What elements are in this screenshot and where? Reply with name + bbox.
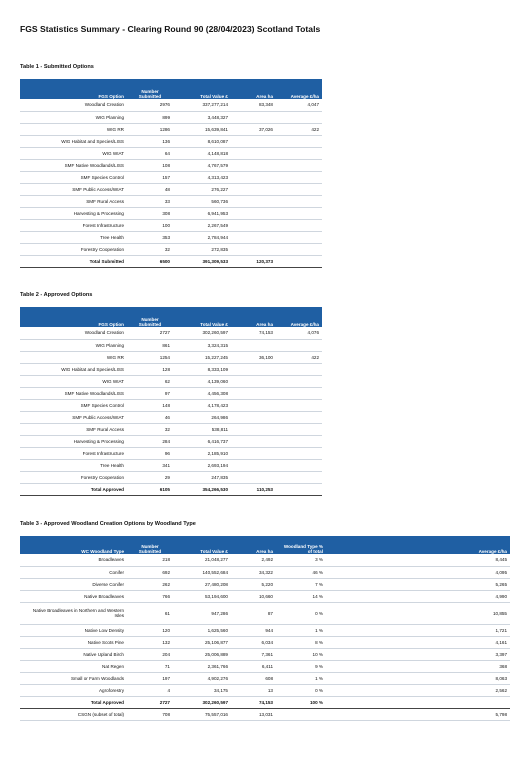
- table-cell: 341: [127, 459, 173, 471]
- woodland-type-table: [20, 536, 510, 721]
- table-cell: [276, 411, 322, 423]
- column-header: Area ha: [231, 79, 276, 99]
- table-cell: 1 %: [276, 672, 326, 684]
- table-cell: [276, 447, 322, 459]
- table-row: [20, 423, 322, 435]
- table-cell: 37,026: [231, 123, 276, 135]
- header-row: [20, 79, 322, 99]
- table-cell: 692: [127, 566, 173, 578]
- table-cell: 944: [231, 624, 276, 636]
- table-cell: 4,161: [326, 636, 510, 648]
- table-cell: 32: [127, 423, 173, 435]
- table-cell: 4,095: [326, 566, 510, 578]
- table-cell: [231, 435, 276, 447]
- table-row: [20, 375, 322, 387]
- table-cell: 96: [127, 447, 173, 459]
- table-row: [20, 135, 322, 147]
- row-label: CSGN (subset of total): [20, 708, 127, 720]
- table-cell: 538,811: [173, 423, 231, 435]
- table-cell: [231, 171, 276, 183]
- table-cell: 8,445: [326, 554, 510, 566]
- table-cell: 25,106,877: [173, 636, 231, 648]
- column-header: Number Submitted: [127, 307, 173, 327]
- row-label: Broadleaves: [20, 554, 127, 566]
- table-row: [20, 363, 322, 375]
- row-label: SMF Rural Access: [20, 195, 127, 207]
- table-cell: 2,267,549: [173, 219, 231, 231]
- table-cell: 947,286: [173, 602, 231, 624]
- table-cell: 8,063: [326, 672, 510, 684]
- table-cell: 7 %: [276, 578, 326, 590]
- row-label: Nat Regen: [20, 660, 127, 672]
- table-cell: 64: [127, 147, 173, 159]
- table-cell: 302,260,597: [173, 696, 231, 708]
- column-header: Average £/ha: [276, 79, 322, 99]
- table-cell: 15,639,841: [173, 123, 231, 135]
- table-cell: 354,266,530: [173, 483, 231, 495]
- table-cell: 3,324,315: [173, 339, 231, 351]
- table-cell: [231, 399, 276, 411]
- row-label: SMF Public Access/WIAT: [20, 411, 127, 423]
- table-cell: 32: [127, 243, 173, 255]
- row-label: WIG RR: [20, 351, 127, 363]
- table-row: [20, 447, 322, 459]
- table-cell: 34,322: [231, 566, 276, 578]
- table-cell: 4: [127, 684, 173, 696]
- table-cell: 8,610,087: [173, 135, 231, 147]
- table-row: [20, 111, 322, 123]
- table-row: [20, 171, 322, 183]
- table-cell: [326, 696, 510, 708]
- table-row: [20, 471, 322, 483]
- row-label: Woodland Creation: [20, 327, 127, 339]
- table-cell: 276,227: [173, 183, 231, 195]
- table-cell: 120: [127, 624, 173, 636]
- table-row: [20, 636, 510, 648]
- table-cell: 204: [127, 648, 173, 660]
- table-cell: 74,153: [231, 696, 276, 708]
- row-label: WIG Habitat and Species/LISS: [20, 363, 127, 375]
- column-header: FGS Option: [20, 307, 127, 327]
- table-cell: 2,361,766: [173, 660, 231, 672]
- table-cell: 36,100: [231, 351, 276, 363]
- row-label: SMF Species Control: [20, 399, 127, 411]
- column-header: Average £/ha: [276, 307, 322, 327]
- table-cell: 13: [231, 684, 276, 696]
- table-cell: 100: [127, 219, 173, 231]
- table-cell: 2,693,194: [173, 459, 231, 471]
- table-row: [20, 578, 510, 590]
- table-cell: [276, 423, 322, 435]
- table-row: [20, 554, 510, 566]
- table-row: [20, 327, 322, 339]
- table-cell: 0 %: [276, 602, 326, 624]
- table-cell: [276, 243, 322, 255]
- row-label: Native Scots Pine: [20, 636, 127, 648]
- column-header: Number Submitted: [127, 79, 173, 99]
- table-cell: [276, 708, 326, 720]
- table-cell: 3 %: [276, 554, 326, 566]
- table-cell: 6,941,953: [173, 207, 231, 219]
- row-label: SMF Public Access/WIAT: [20, 183, 127, 195]
- row-label: SMF Species Control: [20, 171, 127, 183]
- row-label: Agroforestry: [20, 684, 127, 696]
- table-row: [20, 672, 510, 684]
- table-row: [20, 459, 322, 471]
- table-cell: 74,153: [231, 327, 276, 339]
- table-cell: 2,492: [231, 554, 276, 566]
- table-cell: 4,990: [326, 590, 510, 602]
- table-cell: 48: [127, 183, 173, 195]
- table-cell: [276, 387, 322, 399]
- table-cell: 13,031: [231, 708, 276, 720]
- table-cell: 1254: [127, 351, 173, 363]
- table-cell: 2727: [127, 696, 173, 708]
- table-cell: 2,562: [326, 684, 510, 696]
- total-row: [20, 483, 322, 495]
- table-cell: 2727: [127, 327, 173, 339]
- row-label: Tree Health: [20, 459, 127, 471]
- table-cell: 337,277,214: [173, 99, 231, 111]
- column-header: Total Value £: [173, 307, 231, 327]
- table-cell: 148: [127, 399, 173, 411]
- table-row: [20, 231, 322, 243]
- table-cell: 34,175: [173, 684, 231, 696]
- table-cell: 422: [276, 123, 322, 135]
- table-row: [20, 624, 510, 636]
- row-label: WIG Planning: [20, 339, 127, 351]
- table-row: [20, 183, 322, 195]
- row-label: Forestry Cooperation: [20, 243, 127, 255]
- row-label: Total Approved: [20, 483, 127, 495]
- total-row: [20, 255, 322, 267]
- table-cell: 4,902,276: [173, 672, 231, 684]
- column-header: Woodland Type % of total: [276, 536, 326, 554]
- table-cell: 6,416,737: [173, 435, 231, 447]
- table-cell: 61: [127, 602, 173, 624]
- column-header: Average £/ha: [326, 536, 510, 554]
- table-cell: 110,253: [231, 483, 276, 495]
- table-cell: 6,034: [231, 636, 276, 648]
- table-cell: [231, 339, 276, 351]
- table-cell: 10,660: [231, 590, 276, 602]
- table-row: [20, 566, 510, 578]
- table-cell: 9 %: [276, 660, 326, 672]
- table-cell: 53,194,600: [173, 590, 231, 602]
- table-cell: 97: [127, 387, 173, 399]
- table-cell: [231, 375, 276, 387]
- table-row: [20, 708, 510, 720]
- table-cell: 247,835: [173, 471, 231, 483]
- table-cell: 560,736: [173, 195, 231, 207]
- column-header: WC Woodland Type: [20, 536, 127, 554]
- table-cell: 71: [127, 660, 173, 672]
- row-label: WIG WIAT: [20, 147, 127, 159]
- table2-caption: Table 2 - Approved Options: [20, 292, 93, 298]
- row-label: Conifer: [20, 566, 127, 578]
- table-cell: 120,373: [231, 255, 276, 267]
- table-row: [20, 387, 322, 399]
- table-cell: 4,456,308: [173, 387, 231, 399]
- table-cell: 5,220: [231, 578, 276, 590]
- table-cell: 2,185,910: [173, 447, 231, 459]
- table-row: [20, 339, 322, 351]
- table-cell: 29: [127, 471, 173, 483]
- table-cell: 10,855: [326, 602, 510, 624]
- row-label: Small or Farm Woodlands: [20, 672, 127, 684]
- table-cell: 708: [127, 708, 173, 720]
- column-header: FGS Option: [20, 79, 127, 99]
- table-cell: 272,835: [173, 243, 231, 255]
- table-cell: 3,397: [326, 648, 510, 660]
- table-cell: 1 %: [276, 624, 326, 636]
- table-cell: [276, 195, 322, 207]
- table-row: [20, 684, 510, 696]
- table-cell: [231, 423, 276, 435]
- table-cell: 46 %: [276, 566, 326, 578]
- row-label: Total Submitted: [20, 255, 127, 267]
- table-cell: [276, 111, 322, 123]
- table-cell: [276, 255, 322, 267]
- table-cell: [276, 231, 322, 243]
- row-label: Forestry Cooperation: [20, 471, 127, 483]
- page-title: FGS Statistics Summary - Clearing Round 90 (28/04/2023) Scotland Totals: [20, 24, 321, 34]
- table-cell: 8,333,109: [173, 363, 231, 375]
- table-cell: 6105: [127, 483, 173, 495]
- table-cell: [276, 147, 322, 159]
- table-cell: [231, 135, 276, 147]
- table-cell: 1286: [127, 123, 173, 135]
- table-cell: [231, 183, 276, 195]
- table-cell: [231, 243, 276, 255]
- table-cell: 7,361: [231, 648, 276, 660]
- row-label: Total Approved: [20, 696, 127, 708]
- table-cell: [276, 471, 322, 483]
- row-label: Diverse Conifer: [20, 578, 127, 590]
- table-row: [20, 159, 322, 171]
- table-row: [20, 648, 510, 660]
- table-cell: 33: [127, 195, 173, 207]
- table-cell: 87: [231, 602, 276, 624]
- table-cell: [231, 231, 276, 243]
- table-cell: 0 %: [276, 684, 326, 696]
- table-cell: [276, 375, 322, 387]
- table-cell: [276, 483, 322, 495]
- table-cell: 391,309,533: [173, 255, 231, 267]
- table-cell: 5,265: [326, 578, 510, 590]
- table-cell: 83,348: [231, 99, 276, 111]
- table-cell: [231, 363, 276, 375]
- table-row: [20, 590, 510, 602]
- table-cell: [276, 219, 322, 231]
- header-row: [20, 307, 322, 327]
- table-cell: 14 %: [276, 590, 326, 602]
- table-cell: [276, 207, 322, 219]
- table-row: [20, 219, 322, 231]
- table-cell: [276, 171, 322, 183]
- table-row: [20, 99, 322, 111]
- table-row: [20, 243, 322, 255]
- table-row: [20, 660, 510, 672]
- total-row: [20, 696, 510, 708]
- table-cell: 100 %: [276, 696, 326, 708]
- table-cell: 10 %: [276, 648, 326, 660]
- row-label: WIG WIAT: [20, 375, 127, 387]
- row-label: Native Broadleaves in Northern and Western Isles: [20, 602, 127, 624]
- table-cell: 3,448,327: [173, 111, 231, 123]
- table-cell: [276, 435, 322, 447]
- table-cell: 132: [127, 636, 173, 648]
- table-cell: 140,552,684: [173, 566, 231, 578]
- table-row: [20, 207, 322, 219]
- table-cell: 157: [127, 171, 173, 183]
- table-cell: 262: [127, 578, 173, 590]
- table-row: [20, 435, 322, 447]
- row-label: WIG Planning: [20, 111, 127, 123]
- table-cell: 218: [127, 554, 173, 566]
- table-cell: 197: [127, 672, 173, 684]
- table-cell: 5,798: [326, 708, 510, 720]
- table-cell: 422: [276, 351, 322, 363]
- table-cell: 128: [127, 363, 173, 375]
- table-cell: [231, 387, 276, 399]
- row-label: Forest Infrastructure: [20, 219, 127, 231]
- table-cell: 1,721: [326, 624, 510, 636]
- submitted-options-table: [20, 79, 322, 268]
- table-cell: 608: [231, 672, 276, 684]
- table-cell: 4,148,818: [173, 147, 231, 159]
- table-cell: [276, 135, 322, 147]
- table-row: [20, 399, 322, 411]
- table-cell: 284: [127, 435, 173, 447]
- table-cell: 4,178,423: [173, 399, 231, 411]
- table-cell: [231, 159, 276, 171]
- table-cell: 2,784,944: [173, 231, 231, 243]
- table-cell: 75,557,016: [173, 708, 231, 720]
- table-cell: 302,260,597: [173, 327, 231, 339]
- row-label: Native Low Density: [20, 624, 127, 636]
- table-cell: [231, 459, 276, 471]
- table-cell: 861: [127, 339, 173, 351]
- table-cell: 4,313,423: [173, 171, 231, 183]
- table-cell: [231, 111, 276, 123]
- table-cell: [276, 183, 322, 195]
- column-header: Area ha: [231, 307, 276, 327]
- table-cell: 6,411: [231, 660, 276, 672]
- table-row: [20, 351, 322, 363]
- table-cell: [231, 195, 276, 207]
- table-cell: 21,048,277: [173, 554, 231, 566]
- approved-options-table: [20, 307, 322, 496]
- table-cell: [276, 459, 322, 471]
- row-label: Woodland Creation: [20, 99, 127, 111]
- table-cell: 108: [127, 159, 173, 171]
- table-cell: 264,986: [173, 411, 231, 423]
- column-header: Area ha: [231, 536, 276, 554]
- table-cell: [231, 471, 276, 483]
- table-cell: 4,767,579: [173, 159, 231, 171]
- column-header: Number Submitted: [127, 536, 173, 554]
- table-cell: 46: [127, 411, 173, 423]
- row-label: SMF Native Woodlands/LISS: [20, 387, 127, 399]
- table-row: [20, 123, 322, 135]
- table-cell: 4,047: [276, 99, 322, 111]
- table-row: [20, 602, 510, 624]
- table-cell: [276, 339, 322, 351]
- table-cell: 353: [127, 231, 173, 243]
- row-label: WIG Habitat and Species/LISS: [20, 135, 127, 147]
- table-row: [20, 195, 322, 207]
- table-cell: 368: [326, 660, 510, 672]
- table-cell: [231, 207, 276, 219]
- table-cell: 8 %: [276, 636, 326, 648]
- row-label: SMF Rural Access: [20, 423, 127, 435]
- row-label: Forest Infrastructure: [20, 447, 127, 459]
- table-cell: [231, 447, 276, 459]
- header-row: [20, 536, 510, 554]
- table-row: [20, 411, 322, 423]
- table-cell: 6500: [127, 255, 173, 267]
- table1-caption: Table 1 - Submitted Options: [20, 64, 94, 70]
- table-cell: 136: [127, 135, 173, 147]
- table-cell: [276, 399, 322, 411]
- row-label: WIG RR: [20, 123, 127, 135]
- table-cell: 4,139,060: [173, 375, 231, 387]
- table-cell: [231, 147, 276, 159]
- table-row: [20, 147, 322, 159]
- table-cell: [276, 363, 322, 375]
- table-cell: 4,076: [276, 327, 322, 339]
- table-cell: [231, 411, 276, 423]
- row-label: Tree Health: [20, 231, 127, 243]
- row-label: Harvesting & Processing: [20, 435, 127, 447]
- table-cell: 2976: [127, 99, 173, 111]
- table-cell: 15,227,245: [173, 351, 231, 363]
- table-cell: [276, 159, 322, 171]
- table-cell: 1,625,560: [173, 624, 231, 636]
- table-cell: [231, 219, 276, 231]
- row-label: SMF Native Woodlands/LISS: [20, 159, 127, 171]
- table-cell: 27,480,208: [173, 578, 231, 590]
- table-cell: 308: [127, 207, 173, 219]
- row-label: Native Upland Birch: [20, 648, 127, 660]
- table-cell: 766: [127, 590, 173, 602]
- table-cell: 62: [127, 375, 173, 387]
- table3-caption: Table 3 - Approved Woodland Creation Options by Woodland Type: [20, 521, 196, 527]
- row-label: Native Broadleaves: [20, 590, 127, 602]
- column-header: Total Value £: [173, 79, 231, 99]
- row-label: Harvesting & Processing: [20, 207, 127, 219]
- table-cell: 25,006,889: [173, 648, 231, 660]
- table-cell: 899: [127, 111, 173, 123]
- column-header: Total Value £: [173, 536, 231, 554]
